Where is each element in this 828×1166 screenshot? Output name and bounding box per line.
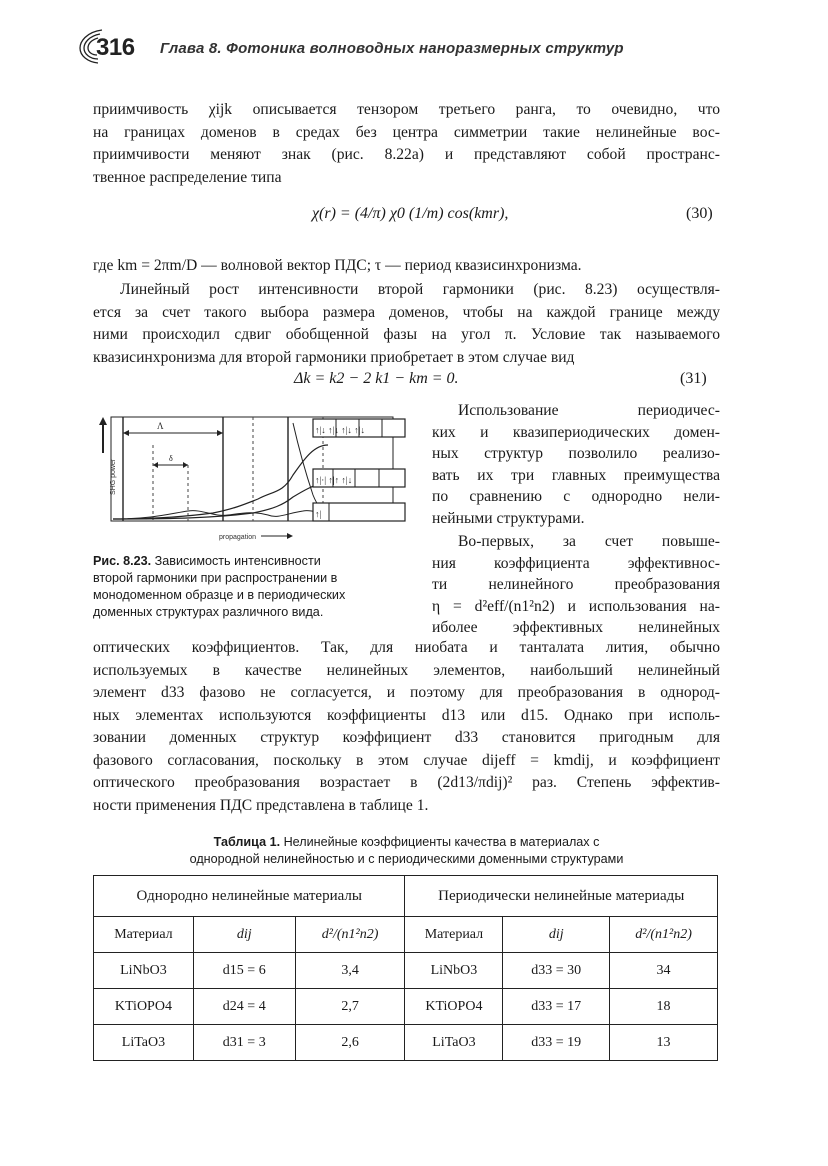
table-cell: 3,4	[295, 953, 405, 989]
table-cell: KTiOPO4	[94, 989, 194, 1025]
caption-line: доменных структурах различного вида.	[93, 605, 324, 619]
table-cell: d31 = 3	[193, 1025, 295, 1061]
text-line: квазисинхронизма для второй гармоники приобретает в этом случае вид	[93, 348, 575, 366]
table-row	[94, 989, 718, 1025]
table-cell: 34	[610, 953, 718, 989]
caption-line: второй гармоники при распространении в	[93, 571, 338, 585]
caption-label: Рис. 8.23.	[93, 554, 152, 568]
text-line: ности применения ПДС представлена в таблице 1.	[93, 796, 429, 814]
text-line: η = d²eff/(n1²n2) и использования на-	[432, 597, 720, 615]
table-cell: 18	[610, 989, 718, 1025]
equation-31: Δk = k2 − 2 k1 − km = 0.	[294, 370, 459, 387]
table-cell: d24 = 4	[193, 989, 295, 1025]
paragraph-1	[93, 99, 720, 189]
text-line: ных элементах используются коэффициенты d13 или d15. Однако при исполь-	[93, 706, 720, 724]
text-line: ется за счет такого выбора размера доменов, чтобы на каждой границе между	[93, 303, 720, 321]
text-line: элемент d33 фазово не согласуется, и поэтому для преобразования в однород-	[93, 684, 720, 701]
right-column-paragraph-2	[432, 531, 720, 639]
table-title-line: Нелинейные коэффициенты качества в материалах с	[283, 835, 600, 849]
page-number: 316	[96, 34, 135, 61]
text-line: ния коэффициента эффективнос-	[432, 554, 720, 572]
text-line: ними происходил сдвиг обобщенной фазы на угол π. Условие так называемого	[93, 326, 720, 343]
figure-ylabel: SHG power	[110, 458, 117, 495]
figure-caption	[93, 553, 413, 621]
text-line: иболее эффективных нелинейных	[432, 619, 720, 636]
text-line: Использование периодичес-	[458, 402, 720, 419]
table-label: Таблица 1.	[213, 835, 281, 849]
table-cell: d33 = 17	[503, 989, 610, 1025]
table-cell: KTiOPO4	[405, 989, 503, 1025]
table-title	[93, 834, 720, 868]
table-cell: 13	[610, 1025, 718, 1061]
table-cell: d33 = 19	[503, 1025, 610, 1061]
group-header: Однородно нелинейные материалы	[94, 876, 405, 917]
caption-line: Зависимость интенсивности	[154, 554, 321, 568]
text-line: твенное распределение типа	[93, 168, 282, 186]
text-line: приимчивости меняют знак (рис. 8.22а) и представляют собой пространс-	[93, 146, 720, 163]
table-cell: 2,7	[295, 989, 405, 1025]
equation-30: χ(r) = (4/π) χ0 (1/m) cos(kmr),	[312, 205, 509, 222]
figure-xlabel: propagation	[219, 534, 256, 541]
text-line: приимчивость χijk описывается тензором третьего ранга, то очевидно, что	[93, 101, 720, 118]
text-line: оптического преобразования возрастает в (2d13/πdij)² раз. Степень эффектив-	[93, 774, 720, 791]
caption-line: монодоменном образце и в периодических	[93, 588, 346, 602]
table-row	[94, 953, 718, 989]
column-header: Материал	[94, 917, 194, 953]
text-line: ких и квазипериодических домен-	[432, 423, 720, 441]
column-header: dij	[193, 917, 295, 953]
paragraph-3	[93, 279, 720, 369]
text-line: на границах доменов в средах без центра симметрии такие нелинейные вос-	[93, 123, 720, 141]
text-line: по сравнению с однородно нели-	[432, 488, 720, 505]
table-cell: LiNbO3	[94, 953, 194, 989]
right-column-paragraph-1	[432, 400, 720, 529]
svg-text:↑|: ↑|	[315, 509, 322, 519]
table-cell: LiTaO3	[94, 1025, 194, 1061]
table-cell: LiTaO3	[405, 1025, 503, 1061]
figure-8-23	[93, 405, 415, 545]
coefficients-table	[93, 875, 718, 1061]
chapter-title: Глава 8. Фотоника волноводных наноразмерных структур	[160, 40, 624, 57]
svg-text:↑|↓ ↑|↓ ↑|↓ ↑|↓: ↑|↓ ↑|↓ ↑|↓ ↑|↓	[315, 425, 365, 435]
table-cell: d33 = 30	[503, 953, 610, 989]
text-line: используемых в качестве нелинейных элементов, наибольший нелинейный	[93, 661, 720, 679]
text-line: Во-первых, за счет повыше-	[458, 533, 720, 550]
text-line: вать их три главных преимущества	[432, 466, 720, 484]
text-line: фазового согласования, поскольку в этом случае dijeff = kmdij, и коэффициент	[93, 751, 720, 769]
column-header: dij	[503, 917, 610, 953]
table-cell: 2,6	[295, 1025, 405, 1061]
text-line: нейными структурами.	[432, 509, 585, 527]
equation-30-number: (30)	[686, 205, 713, 222]
paragraph-2	[93, 255, 720, 278]
text-line: где km = 2πm/D — волновой вектор ПДС; τ — период квазисинхронизма.	[93, 257, 582, 274]
text-line: оптических коэффициентов. Так, для ниобата и танталата лития, обычно	[93, 639, 720, 656]
svg-text:↑|·| ↑|↑ ↑|↓: ↑|·| ↑|↑ ↑|↓	[315, 475, 353, 485]
column-header: Материал	[405, 917, 503, 953]
column-header: d²/(n1²n2)	[610, 917, 718, 953]
table-cell: d15 = 6	[193, 953, 295, 989]
equation-31-number: (31)	[680, 370, 707, 387]
table-title-line: однородной нелинейностью и с периодическими доменными структурами	[189, 852, 624, 866]
table-cell: LiNbO3	[405, 953, 503, 989]
figure-label-delta: δ	[169, 454, 173, 463]
table-row	[94, 1025, 718, 1061]
text-line: Линейный рост интенсивности второй гармоники (рис. 8.23) осуществля-	[120, 281, 720, 298]
paragraph-4	[93, 637, 720, 817]
figure-label-lambda: Λ	[157, 421, 164, 431]
text-line: ных структур позволило реализо-	[432, 445, 720, 462]
group-header: Периодически нелинейные материады	[405, 876, 718, 917]
text-line: зовании доменных структур коэффициент d33 становится пригодным для	[93, 729, 720, 746]
text-line: ти нелинейного преобразования	[432, 576, 720, 593]
column-header: d²/(n1²n2)	[295, 917, 405, 953]
